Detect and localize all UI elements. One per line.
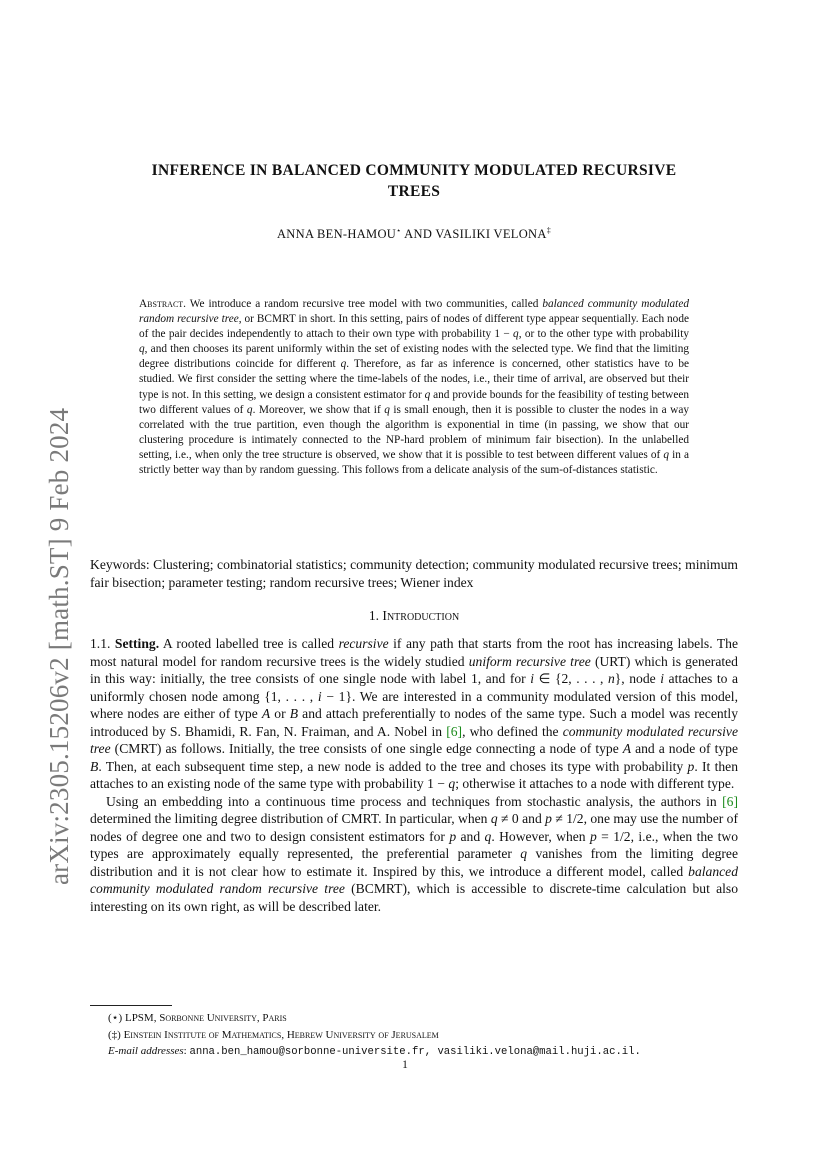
term: community modulated recursive tree bbox=[90, 723, 739, 756]
footnote-affiliation-2 bbox=[108, 1027, 748, 1044]
term: recursive bbox=[338, 636, 389, 651]
body-text: ≠ 1/2, one may use the number of nodes of degree one and two to design consistent estimators for bbox=[90, 811, 739, 844]
affiliation-mark: ⋆ bbox=[396, 226, 402, 235]
body-text: (CMRT) as follows. Initially, the tree consists of one single edge connecting a node of type bbox=[110, 741, 623, 756]
introduction-body bbox=[90, 635, 738, 915]
affiliation-text: Einstein Institute of Mathematics, Hebrew University of Jerusalem bbox=[123, 1028, 439, 1041]
abstract-text: and provide bounds for the feasibility of testing between two different values of bbox=[139, 388, 689, 416]
citation-link[interactable]: [6] bbox=[446, 723, 463, 739]
body-text: attaches to a uniformly chosen node among {1, . . . , bbox=[90, 671, 739, 704]
abstract-text: in a strictly better way than by random guessing. This follows from a delicate analysis of the sum-of-distances statistic. bbox=[139, 448, 690, 477]
math-symbol: n bbox=[607, 671, 615, 686]
math-symbol: q bbox=[246, 403, 253, 416]
abstract bbox=[139, 297, 689, 478]
affiliation-mark: ‡ bbox=[546, 226, 551, 235]
footnote-mark: (‡) bbox=[108, 1028, 124, 1041]
math-symbol: p bbox=[590, 828, 597, 844]
footnote-affiliation-1 bbox=[108, 1010, 748, 1027]
math-symbol: B bbox=[90, 758, 99, 774]
math-symbol: p bbox=[449, 828, 457, 844]
footnote-emails bbox=[108, 1043, 748, 1061]
math-symbol: B bbox=[289, 706, 299, 721]
separator: , bbox=[424, 1046, 438, 1058]
body-text: , who defined the bbox=[462, 723, 563, 739]
model-name: balanced community modulated random recursive tree bbox=[139, 298, 689, 326]
page-number: 1 bbox=[402, 1059, 408, 1071]
math-symbol: q bbox=[490, 811, 498, 826]
body-text: vanishes from the limiting degree distribution and it is not clear how to estimate it. Inspired by this, we introduce a different model, called bbox=[90, 846, 738, 879]
body-text: . However, when bbox=[491, 828, 590, 844]
body-text: and bbox=[456, 828, 485, 844]
math-symbol: i bbox=[530, 671, 535, 686]
section-number: 1. bbox=[368, 608, 383, 623]
email-link[interactable]: anna.ben_hamou@sorbonne-universite.fr bbox=[189, 1046, 425, 1058]
body-text: A rooted labelled tree is called bbox=[159, 636, 339, 651]
abstract-text: , and then chooses its parent uniformly within the set of existing nodes with the selected type. We find that the limiting degree distributions coincide for different bbox=[139, 343, 689, 371]
abstract-text: , or BCMRT in short. In this setting, pairs of nodes of different type appear sequentially. Each node of the pair decides independently to attach to their own type with probability 1 − bbox=[139, 313, 689, 341]
email-link[interactable]: vasiliki.velona@mail.huji.ac.il bbox=[437, 1046, 635, 1058]
body-text: or bbox=[270, 706, 290, 721]
math-symbol: q bbox=[139, 343, 145, 356]
paragraph bbox=[90, 635, 738, 793]
math-symbol: q bbox=[424, 388, 431, 401]
abstract-text: We introduce a random recursive tree model with two communities, called bbox=[186, 298, 543, 310]
abstract-text: . Therefore, as far as inference is concerned, other statistics have to be studied. We first consider the setting where the time-labels of the nodes, i.e., their time of arrival, are observed but their type is not. In this setting, we design a consistent estimator for bbox=[139, 358, 689, 401]
footnote-rule bbox=[90, 1005, 172, 1006]
title-line-1: INFERENCE IN BALANCED COMMUNITY MODULATED RECURSIVE bbox=[151, 162, 677, 179]
abstract-text: , or to the other type with probability bbox=[518, 328, 689, 341]
subsection-number: 1.1. bbox=[90, 636, 115, 651]
author-name: VASILIKI VELONA bbox=[435, 227, 547, 242]
title-line-2: TREES bbox=[387, 183, 441, 200]
keywords: Keywords: Clustering; combinatorial statistics; community detection; community modulated recursive trees; minimum fair bisection; parameter testing; random recursive trees; Wiener index bbox=[90, 557, 738, 591]
arxiv-identifier-stamp[interactable]: arXiv:2305.15206v2 [math.ST] 9 Feb 2024 bbox=[44, 407, 74, 885]
math-symbol: q bbox=[448, 776, 456, 791]
section-title: Introduction bbox=[382, 608, 460, 623]
body-text: . Then, at each subsequent time step, a new node is added to the tree and choses its type with probability bbox=[98, 758, 688, 774]
body-text: and a node of type bbox=[631, 741, 738, 756]
math-symbol: q bbox=[663, 448, 670, 461]
body-text: (BCMRT), which is accessible to discrete-time calculation but also interesting on its own right, as will be described later. bbox=[90, 881, 738, 914]
abstract-label: Abstract. bbox=[139, 298, 186, 310]
body-text: }, node bbox=[614, 671, 661, 686]
body-text: Using an embedding into a continuous time process and techniques from stochastic analysis, the authors in bbox=[106, 793, 723, 809]
body-text: − 1}. We are interested in a community modulated version of this model, where nodes are either of type bbox=[90, 688, 738, 721]
body-text: . It then attaches to an existing node of the same type with probability 1 − bbox=[90, 758, 738, 791]
body-text: determined the limiting degree distribution of CMRT. In particular, when bbox=[90, 811, 491, 826]
body-text: ∈ {2, . . . , bbox=[534, 671, 608, 686]
author-connector: AND bbox=[401, 227, 436, 242]
subsection-heading: Setting. bbox=[114, 636, 160, 651]
math-symbol: q bbox=[513, 328, 519, 341]
body-text: if any path that starts from the root has increasing labels. The most natural model for random recursive trees is the widely studied bbox=[90, 636, 739, 669]
term: balanced community modulated random recursive tree bbox=[90, 863, 738, 896]
footnotes bbox=[108, 1010, 748, 1061]
separator: . bbox=[634, 1046, 641, 1058]
math-symbol: p bbox=[687, 758, 695, 774]
body-text: (URT) which is generated in this way: initially, the tree consists of one single node with label 1, and for bbox=[90, 653, 738, 686]
math-symbol: i bbox=[660, 671, 664, 686]
math-symbol: p bbox=[545, 811, 552, 826]
math-symbol: q bbox=[340, 358, 347, 371]
citation-link[interactable]: [6] bbox=[722, 793, 738, 809]
email-label: E-mail addresses bbox=[108, 1045, 184, 1057]
paragraph bbox=[90, 793, 738, 916]
abstract-text: . Moreover, we show that if bbox=[252, 403, 385, 416]
body-text: ≠ 0 and bbox=[497, 811, 546, 826]
body-text: and attach preferentially to nodes of the same type. Such a model was recently introduced by S. Bhamidi, R. Fan, N. Fraiman, and A. Nobel in bbox=[90, 706, 739, 739]
body-text: = 1/2, i.e., when the two types are approximately equally represented, the preferential parameter bbox=[90, 828, 738, 861]
math-symbol: q bbox=[384, 403, 390, 416]
section-heading bbox=[90, 608, 738, 624]
math-symbol: q bbox=[520, 846, 528, 861]
math-symbol: i bbox=[317, 688, 322, 704]
paper-title bbox=[90, 160, 738, 202]
math-symbol: q bbox=[484, 828, 492, 844]
separator: : bbox=[183, 1045, 190, 1057]
term: uniform recursive tree bbox=[468, 653, 591, 669]
body-text: ; otherwise it attaches to a node with different type. bbox=[455, 776, 735, 791]
footnote-mark: (⋆) bbox=[108, 1012, 125, 1024]
author-list bbox=[90, 226, 738, 242]
affiliation-text: LPSM, Sorbonne University, Paris bbox=[124, 1012, 287, 1024]
math-symbol: A bbox=[622, 741, 632, 756]
abstract-text: is small enough, then it is possible to cluster the nodes in a way correlated with the true partition, even though the algorithm is exponential in time (in passing, we show that our clustering procedure is intimately connected to the NP-hard problem of minimum fair bisection). In the unlabelled setting, i.e., when only the tree structure is observed, we show that it is possible to test between different values of bbox=[139, 403, 689, 461]
math-symbol: A bbox=[261, 706, 271, 721]
author-name: ANNA BEN-HAMOU bbox=[276, 227, 397, 242]
